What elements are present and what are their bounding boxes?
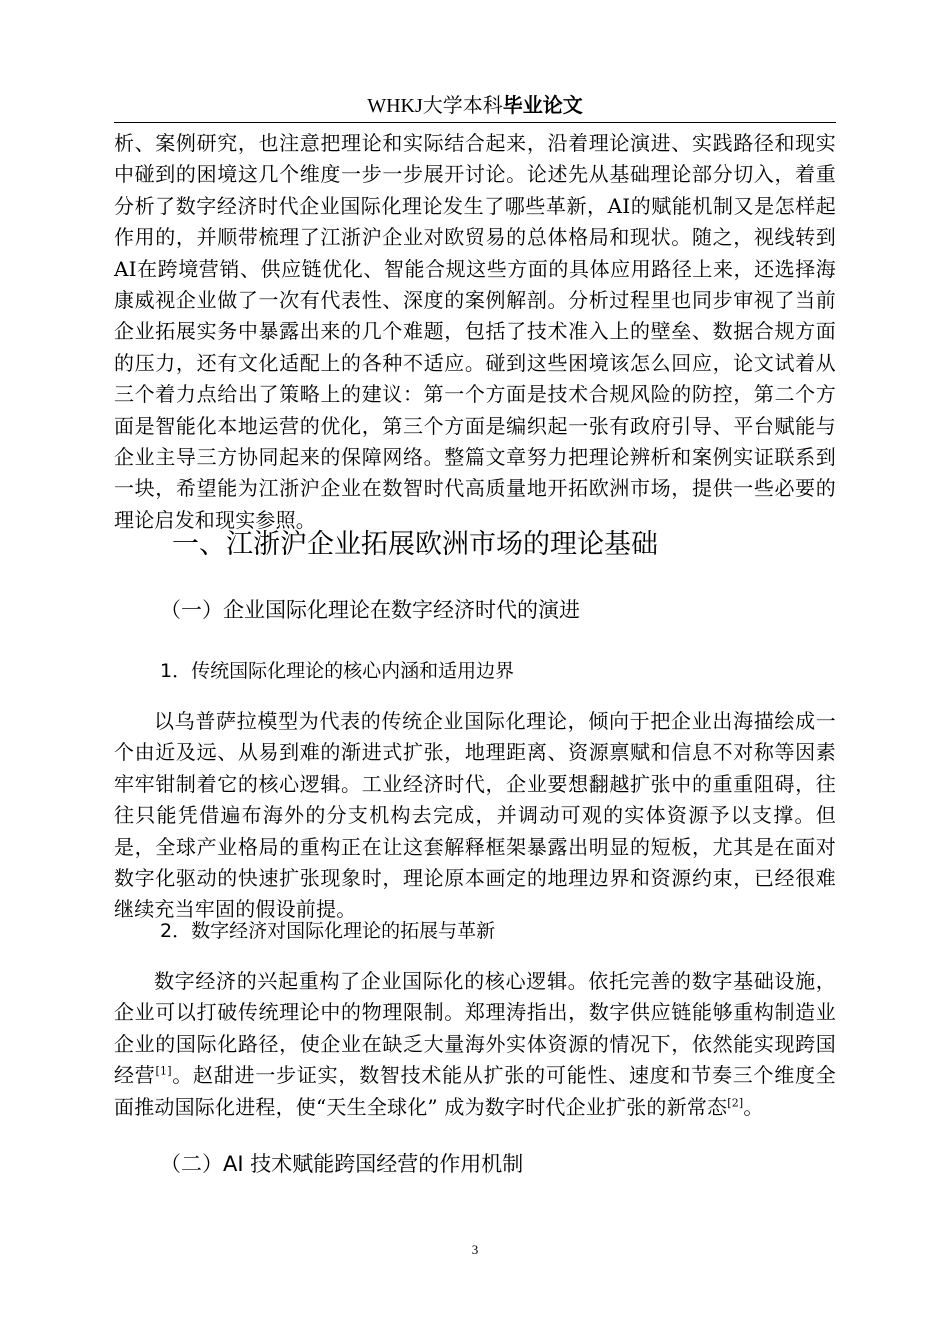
- chapter-title: 一、江浙沪企业拓展欧洲市场的理论基础: [172, 529, 658, 560]
- paragraph-text-part: 数字经济的兴起重构了企业国际化的核心逻辑。依托完善的数字基础设施，企业可以打破传统理论中的物理限制。郑理涛指出，数字供应链能够重构制造业企业的国际化路径，使企业在缺乏大量海外实体资源的情况下，依然能实现跨国经营: [114, 969, 836, 1088]
- header-university: WHKJ大学本科: [367, 95, 503, 117]
- abstract-continued-paragraph: 析、案例研究，也注意把理论和实际结合起来，沿着理论演进、实践路径和现实中碰到的困境这几个维度一步一步展开讨论。论述先从基础理论部分切入，着重分析了数字经济时代企业国际化理论发生了哪些革新，AI的赋能机制又是怎样起作用的，并顺带梳理了江浙沪企业对欧贸易的总体格局和现状。随之，视线转到AI在跨境营销、供应链优化、智能合规这些方面的具体应用路径上来，还选择海康威视企业做了一次有代表性、深度的案例解剖。分析过程里也同步审视了当前企业拓展实务中暴露出来的几个难题，包括了技术准入上的壁垒、数据合规方面的压力，还有文化适配上的各种不适应。碰到这些困境该怎么回应，论文试着从三个着力点给出了策略上的建议：第一个方面是技术合规风险的防控，第二个方面是智能化本地运营的优化，第三个方面是编织起一张有政府引导、平台赋能与企业主导三方协同起来的保障网络。整篇文章努力把理论辨析和案例实证联系到一块，希望能为江浙沪企业在数智时代高质量地开拓欧洲市场，提供一些必要的理论启发和现实参照。: [114, 131, 836, 532]
- page-number: 3: [471, 1242, 479, 1257]
- citation-ref-2[interactable]: [2]: [727, 1095, 744, 1109]
- section-title-1: （一）企业国际化理论在数字经济时代的演进: [160, 598, 580, 622]
- header-thesis-label: 毕业论文: [502, 93, 583, 117]
- subsection-paragraph-2: [114, 966, 836, 1123]
- section-title-2: （二）AI 技术赋能跨国经营的作用机制: [160, 1152, 524, 1176]
- paragraph-text-part: 。: [743, 1094, 764, 1119]
- subsection-paragraph-1: 以乌普萨拉模型为代表的传统企业国际化理论，倾向于把企业出海描绘成一个由近及远、从易到难的渐进式扩张，地理距离、资源禀赋和信息不对称等因素牢牢钳制着它的核心逻辑。工业经济时代，企业要想翻越扩张中的重重阻碍，往往只能凭借遍布海外的分支机构去完成，并调动可观的实体资源予以支撑。但是，全球产业格局的重构正在让这套解释框架暴露出明显的短板，尤其是在面对数字化驱动的快速扩张现象时，理论原本画定的地理边界和资源约束，已经很难继续充当牢固的假设前提。: [114, 709, 836, 922]
- citation-ref-1[interactable]: [1]: [155, 1064, 172, 1078]
- paragraph-text-part: 。赵甜进一步证实，数智技术能从扩张的可能性、速度和节奏三个维度全面推动国际化进程，使“天生全球化” 成为数字时代企业扩张的新常态: [114, 1063, 837, 1119]
- header-rule: [114, 122, 836, 123]
- subsection-title-2: 2．数字经济对国际化理论的拓展与革新: [160, 920, 496, 942]
- subsection-title-1: 1．传统国际化理论的核心内涵和适用边界: [160, 660, 515, 682]
- page-header: [0, 92, 950, 119]
